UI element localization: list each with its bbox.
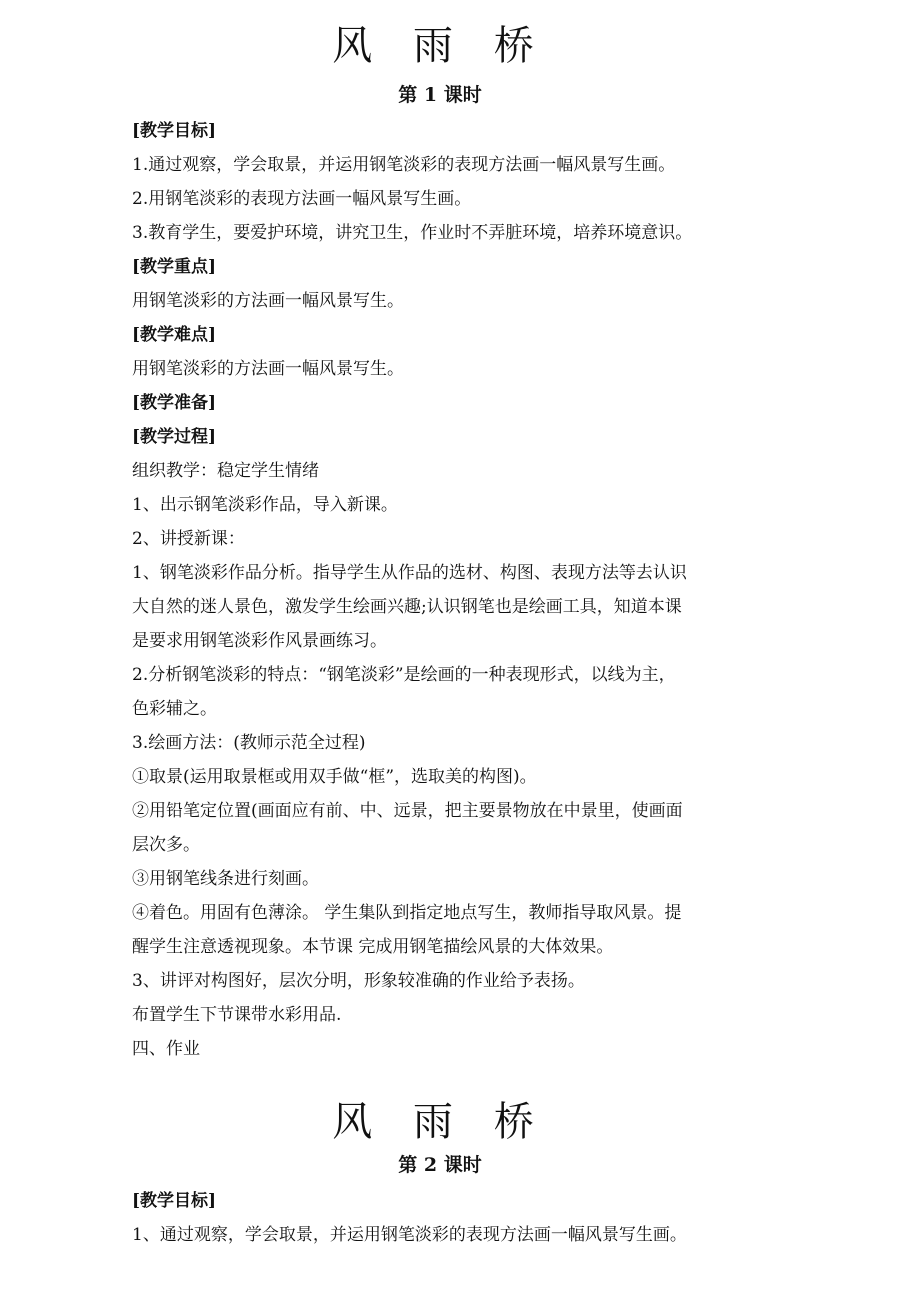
- lesson2-body: [132, 1184, 752, 1252]
- section-heading: [教学目标]: [132, 121, 217, 141]
- text-line: 1.通过观察，学会取景，并运用钢笔淡彩的表现方法画一幅风景写生画。: [132, 155, 676, 175]
- text-line: 2.分析钢笔淡彩的特点：“钢笔淡彩”是绘画的一种表现形式，以线为主，: [132, 665, 676, 685]
- text-line: 四、作业: [132, 1039, 200, 1059]
- text-line: ④着色。用固有色薄涂。 学生集队到指定地点写生，教师指导取风景。提: [132, 903, 682, 923]
- text-line: 1、通过观察，学会取景，并运用钢笔淡彩的表现方法画一幅风景写生画。: [132, 1225, 687, 1245]
- text-line: 2、讲授新课：: [132, 529, 245, 549]
- text-line: 醒学生注意透视现象。本节课 完成用钢笔描绘风景的大体效果。: [132, 937, 614, 957]
- text-line: 用钢笔淡彩的方法画一幅风景写生。: [132, 359, 404, 379]
- text-line: ③用钢笔线条进行刻画。: [132, 869, 319, 889]
- section-heading: [教学目标]: [132, 1191, 217, 1211]
- text-line: 层次多。: [132, 835, 200, 855]
- text-line: 1、钢笔淡彩作品分析。指导学生从作品的选材、构图、表现方法等去认识: [132, 563, 687, 583]
- text-line: 用钢笔淡彩的方法画一幅风景写生。: [132, 291, 404, 311]
- section-heading: [教学准备]: [132, 393, 217, 413]
- text-line: 3.教育学生，要爱护环境，讲究卫生，作业时不弄脏环境，培养环境意识。: [132, 223, 693, 243]
- text-line: 2.用钢笔淡彩的表现方法画一幅风景写生画。: [132, 189, 472, 209]
- text-line: 3、讲评对构图好，层次分明，形象较准确的作业给予表扬。: [132, 971, 585, 991]
- text-line: 组织教学：稳定学生情绪: [132, 461, 319, 481]
- lesson2-title: 风 雨 桥: [332, 1099, 548, 1145]
- text-line: 3.绘画方法：(教师示范全过程): [132, 733, 366, 753]
- lesson1-body: [132, 114, 752, 1066]
- lesson2-subtitle: 第 2 课时: [398, 1154, 482, 1176]
- section-heading: [教学难点]: [132, 325, 217, 345]
- text-line: 色彩辅之。: [132, 699, 217, 719]
- lesson1-subtitle: 第 1 课时: [398, 84, 482, 106]
- text-line: ①取景(运用取景框或用双手做“框”，选取美的构图)。: [132, 767, 537, 787]
- text-line: 1、出示钢笔淡彩作品，导入新课。: [132, 495, 398, 515]
- section-heading: [教学过程]: [132, 427, 217, 447]
- lesson1-title: 风 雨 桥: [332, 23, 548, 69]
- section-heading: [教学重点]: [132, 257, 217, 277]
- text-line: 大自然的迷人景色，激发学生绘画兴趣;认识钢笔也是绘画工具，知道本课: [132, 597, 682, 617]
- text-line: ②用铅笔定位置(画面应有前、中、远景，把主要景物放在中景里，使画面: [132, 801, 683, 821]
- text-line: 布置学生下节课带水彩用品.: [132, 1005, 342, 1025]
- text-line: 是要求用钢笔淡彩作风景画练习。: [132, 631, 387, 651]
